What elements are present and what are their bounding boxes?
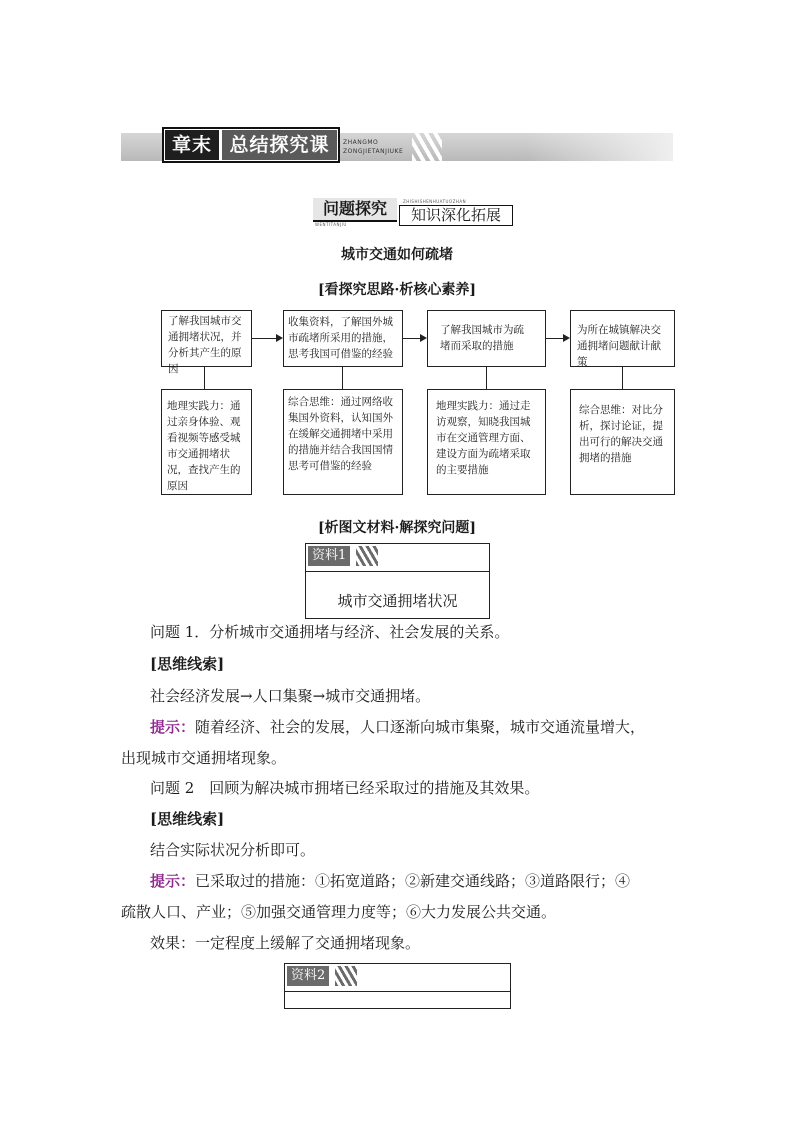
material-1-tag: 资料1 — [308, 546, 350, 566]
clue-1: 社会经济发展→人口集聚→城市交通拥堵。 — [150, 687, 431, 705]
flow-arrow-line-2 — [403, 338, 420, 339]
flow-step-1: 了解我国城市交通拥堵状况，并分析其产生的原因 — [161, 310, 252, 367]
banner-fade — [526, 133, 673, 161]
flow-arrow-head-2 — [420, 334, 427, 342]
flow-skill-2: 综合思维：通过网络收集国外资料，认知国外在缓解交通拥堵中采用的措施并结合我国国情思考可借鉴的经验 — [283, 389, 403, 495]
clue-2: 结合实际状况分析即可。 — [150, 841, 316, 859]
flow-skill-3: 地理实践力：通过走访观察，知晓我国城市在交通管理方面、建设方面为疏堵采取的主要措施 — [427, 389, 546, 495]
flow-connector-1 — [204, 367, 205, 389]
material-1-rule — [306, 571, 489, 572]
banner-pinyin-line-2: ZONGJIETANJIUKE — [343, 148, 404, 155]
hint-2-line-1 — [150, 865, 680, 897]
subtitle-think-path: [看探究思路·析核心素养] — [317, 282, 477, 298]
section-header-right: 知识深化拓展 — [399, 205, 513, 226]
flow-connector-2 — [342, 367, 343, 389]
section-pinyin-right: ZHISHISHENHUATUOZHAN — [403, 199, 467, 204]
flow-arrow-line-1 — [252, 338, 276, 339]
material-2-tag-stripes — [335, 966, 357, 986]
material-2-rule — [285, 991, 510, 992]
flow-connector-3 — [486, 367, 487, 389]
hint-1-text: 随着经济、社会的发展，人口逐渐向城市集聚，城市交通流量增大， — [195, 718, 646, 736]
banner-title-part-b: 总结探究课 — [222, 130, 337, 160]
clue-label-2: [思维线索] — [150, 810, 225, 828]
flow-connector-4 — [622, 367, 623, 389]
flow-step-3: 了解我国城市为疏堵而采取的措施 — [427, 310, 546, 367]
section-header-left: 问题探究 — [313, 198, 397, 222]
hint-2-text: 已采取过的措施：①拓宽道路；②新建交通线路；③道路限行；④ — [195, 872, 631, 890]
flow-step-4: 为所在城镇解决交通拥堵问题献计献策 — [570, 310, 675, 367]
question-2: 问题 2 回顾为解决城市拥堵已经采取过的措施及其效果。 — [150, 779, 540, 797]
hint-1-line-1 — [150, 711, 680, 743]
question-1: 问题 1．分析城市交通拥堵与经济、社会发展的关系。 — [150, 623, 510, 641]
material-1-title: 城市交通拥堵状况 — [337, 592, 458, 610]
flow-arrow-head-3 — [563, 334, 570, 342]
hint-label-1: 提示： — [150, 718, 196, 736]
banner-title-part-a: 章末 — [165, 130, 219, 160]
clue-label-1: [思维线索] — [150, 655, 225, 673]
page-title: 城市交通如何疏堵 — [341, 247, 453, 263]
material-1-tag-stripes — [356, 546, 378, 566]
effect-text: 效果：一定程度上缓解了交通拥堵现象。 — [150, 934, 421, 952]
hint-label-2: 提示： — [150, 872, 196, 890]
chapter-banner — [121, 133, 673, 161]
section-pinyin-left: WENTITANJIU — [315, 222, 347, 227]
banner-pinyin-line-1: ZHANGMO — [343, 139, 379, 146]
flow-arrow-head-1 — [276, 334, 283, 342]
material-2-tag: 资料2 — [287, 966, 329, 986]
hint-2-line-2: 疏散人口、产业；⑤加强交通管理力度等；⑥大力发展公共交通。 — [121, 903, 557, 921]
material-2-box — [284, 963, 511, 1009]
subtitle-analyze-materials: [析图文材料·解探究问题] — [317, 520, 477, 536]
hint-1-line-2: 出现城市交通拥堵现象。 — [121, 749, 287, 767]
flow-arrow-line-3 — [546, 338, 563, 339]
banner-pinyin — [343, 138, 403, 156]
material-1-box — [305, 543, 490, 619]
flow-step-2: 收集资料，了解国外城市疏堵所采用的措施，思考我国可借鉴的经验 — [283, 310, 403, 367]
banner-stripes — [412, 133, 442, 161]
flow-skill-1: 地理实践力：通过亲身体验、观看视频等感受城市交通拥堵状况，查找产生的原因 — [161, 389, 252, 495]
flow-skill-4: 综合思维：对比分析，探讨论证，提出可行的解决交通拥堵的措施 — [570, 389, 675, 495]
section-header — [313, 198, 513, 226]
